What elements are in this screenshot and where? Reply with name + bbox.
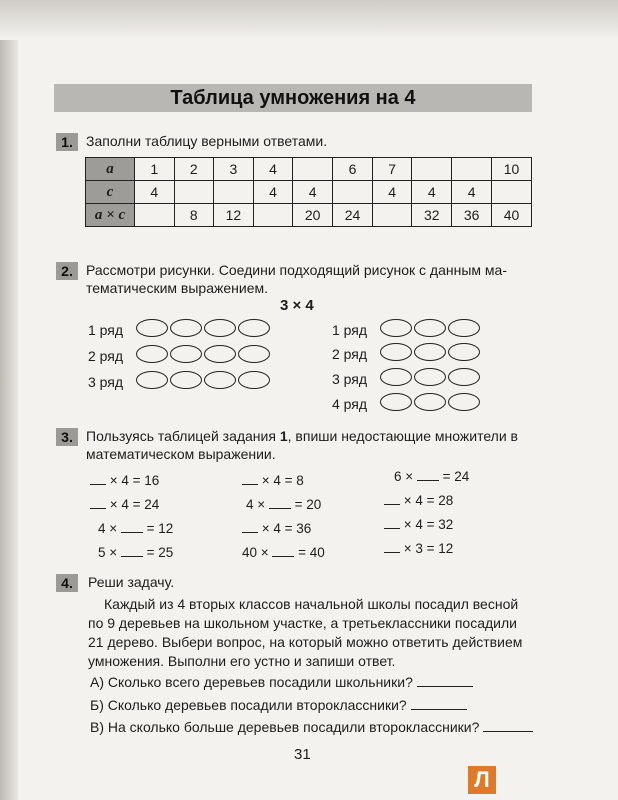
equation[interactable]: 5 × = 25 — [98, 545, 174, 560]
answer-blank[interactable] — [121, 544, 143, 557]
table-cell[interactable]: 4 — [253, 158, 292, 181]
publisher-logo: Л — [468, 766, 496, 794]
table-cell[interactable] — [452, 158, 492, 181]
answer-line[interactable] — [417, 686, 473, 687]
row-header: c — [86, 181, 135, 204]
table-cell[interactable]: 36 — [452, 204, 492, 227]
table-cell[interactable]: 4 — [135, 181, 174, 204]
table-cell[interactable] — [174, 181, 213, 204]
oval-icon — [448, 393, 480, 411]
right-row-label: 1 ряд — [332, 322, 368, 338]
page-number: 31 — [294, 746, 311, 763]
task-1-number: 1. — [56, 133, 78, 151]
equation[interactable]: × 4 = 28 — [384, 492, 453, 508]
equation[interactable]: 4 × = 12 — [98, 521, 174, 536]
equation[interactable]: × 3 = 12 — [384, 540, 453, 556]
oval-icon — [204, 319, 236, 337]
table-cell[interactable] — [135, 204, 174, 227]
answer-option-c[interactable]: В) На сколько больше деревьев посадили второклассники? — [90, 719, 533, 735]
answer-blank[interactable] — [384, 516, 400, 529]
equation[interactable]: × 4 = 8 — [242, 472, 304, 488]
table-cell[interactable]: 1 — [135, 158, 174, 181]
answer-blank[interactable] — [384, 492, 400, 505]
oval-icon — [414, 393, 446, 411]
table-cell[interactable]: 4 — [412, 181, 452, 204]
right-row-label: 3 ряд — [332, 371, 368, 387]
task-4-number: 4. — [56, 574, 78, 592]
top-shadow — [0, 0, 618, 40]
table-row-a — [86, 158, 532, 181]
left-row-label: 1 ряд — [88, 322, 124, 338]
answer-blank[interactable] — [384, 540, 400, 553]
answer-line[interactable] — [483, 731, 533, 732]
table-cell[interactable]: 32 — [412, 204, 452, 227]
table-cell[interactable] — [253, 204, 292, 227]
equation[interactable]: × 4 = 24 — [90, 496, 159, 512]
expression: 3 × 4 — [280, 297, 314, 314]
answer-option-a[interactable]: А) Сколько всего деревьев посадили школьники? — [90, 674, 473, 690]
answer-blank[interactable] — [242, 520, 258, 533]
table-cell[interactable]: 20 — [293, 204, 333, 227]
oval-icon — [380, 368, 412, 386]
problem-text-line: умножения. Выполни его устно и запиши ответ. — [88, 653, 396, 669]
table-cell[interactable]: 4 — [293, 181, 333, 204]
task-3-text-line1: Пользуясь таблицей задания 1, впиши недостающие множители в — [86, 428, 518, 444]
table-cell[interactable]: 10 — [492, 158, 532, 181]
task-2-number: 2. — [56, 262, 78, 280]
left-row-label: 2 ряд — [88, 348, 124, 364]
table-cell[interactable] — [412, 158, 452, 181]
equation[interactable]: 40 × = 40 — [242, 545, 325, 560]
multiplication-table — [85, 157, 532, 227]
answer-blank[interactable] — [269, 496, 291, 509]
table-cell[interactable] — [492, 181, 532, 204]
right-row-label: 2 ряд — [332, 346, 368, 362]
table-cell[interactable] — [213, 181, 253, 204]
task-2-text-line2: тематическим выражением. — [86, 280, 268, 296]
oval-icon — [380, 343, 412, 361]
equation[interactable]: 4 × = 20 — [246, 497, 322, 512]
page-spine-shadow — [0, 0, 18, 800]
equation[interactable]: × 4 = 32 — [384, 516, 453, 532]
oval-icon — [204, 345, 236, 363]
oval-icon — [170, 371, 202, 389]
answer-blank[interactable] — [417, 468, 439, 481]
table-row-c — [86, 181, 532, 204]
problem-text-line: по 9 деревьев на школьном участке, а третьеклассники посадили — [88, 615, 517, 631]
oval-icon — [414, 368, 446, 386]
row-header: a — [86, 158, 135, 181]
task-1-text: Заполни таблицу верными ответами. — [86, 133, 328, 149]
table-cell[interactable] — [293, 158, 333, 181]
oval-icon — [448, 343, 480, 361]
equation[interactable]: × 4 = 36 — [242, 520, 311, 536]
oval-icon — [414, 319, 446, 337]
oval-icon — [136, 345, 168, 363]
problem-text-line: 21 дерево. Выбери вопрос, на который можно ответить действием — [88, 634, 523, 650]
oval-icon — [170, 319, 202, 337]
oval-icon — [380, 319, 412, 337]
title-banner — [54, 84, 532, 112]
oval-icon — [414, 343, 446, 361]
row-header: a × c — [86, 204, 135, 227]
answer-blank[interactable] — [242, 472, 258, 485]
equation[interactable]: × 4 = 16 — [90, 472, 159, 488]
table-cell[interactable]: 8 — [174, 204, 213, 227]
table-cell[interactable]: 12 — [213, 204, 253, 227]
equation[interactable]: 6 × = 24 — [394, 469, 470, 484]
answer-blank[interactable] — [121, 520, 143, 533]
answer-blank[interactable] — [90, 472, 106, 485]
right-row-label: 4 ряд — [332, 396, 368, 412]
table-cell[interactable]: 3 — [213, 158, 253, 181]
table-cell[interactable]: 4 — [452, 181, 492, 204]
table-row-product — [86, 204, 532, 227]
table-cell[interactable]: 40 — [492, 204, 532, 227]
oval-icon — [204, 371, 236, 389]
table-cell[interactable]: 2 — [174, 158, 213, 181]
answer-blank[interactable] — [272, 544, 294, 557]
oval-icon — [380, 393, 412, 411]
table-cell[interactable]: 6 — [333, 158, 373, 181]
oval-icon — [448, 319, 480, 337]
oval-icon — [238, 319, 270, 337]
table-cell[interactable]: 24 — [333, 204, 373, 227]
table-cell[interactable]: 7 — [372, 158, 411, 181]
task-3-number: 3. — [56, 428, 78, 446]
oval-icon — [448, 368, 480, 386]
table-cell[interactable]: 4 — [253, 181, 292, 204]
oval-icon — [136, 371, 168, 389]
oval-icon — [136, 319, 168, 337]
table-cell[interactable] — [372, 204, 411, 227]
answer-option-b[interactable]: Б) Сколько деревьев посадили второклассники? — [90, 697, 467, 713]
task-3-text-line2: математическом выражении. — [86, 446, 276, 462]
table-cell[interactable] — [333, 181, 373, 204]
answer-line[interactable] — [411, 709, 467, 710]
table-cell[interactable]: 4 — [372, 181, 411, 204]
task-2-text-line1: Рассмотри рисунки. Соедини подходящий рисунок с данным ма- — [86, 262, 507, 278]
oval-icon — [238, 371, 270, 389]
oval-icon — [238, 345, 270, 363]
left-row-label: 3 ряд — [88, 374, 124, 390]
oval-icon — [170, 345, 202, 363]
answer-blank[interactable] — [90, 496, 106, 509]
problem-text-line: Каждый из 4 вторых классов начальной школы посадил весной — [104, 596, 519, 612]
task-4-heading: Реши задачу. — [88, 574, 175, 590]
page-title: Таблица умножения на 4 — [170, 86, 416, 109]
